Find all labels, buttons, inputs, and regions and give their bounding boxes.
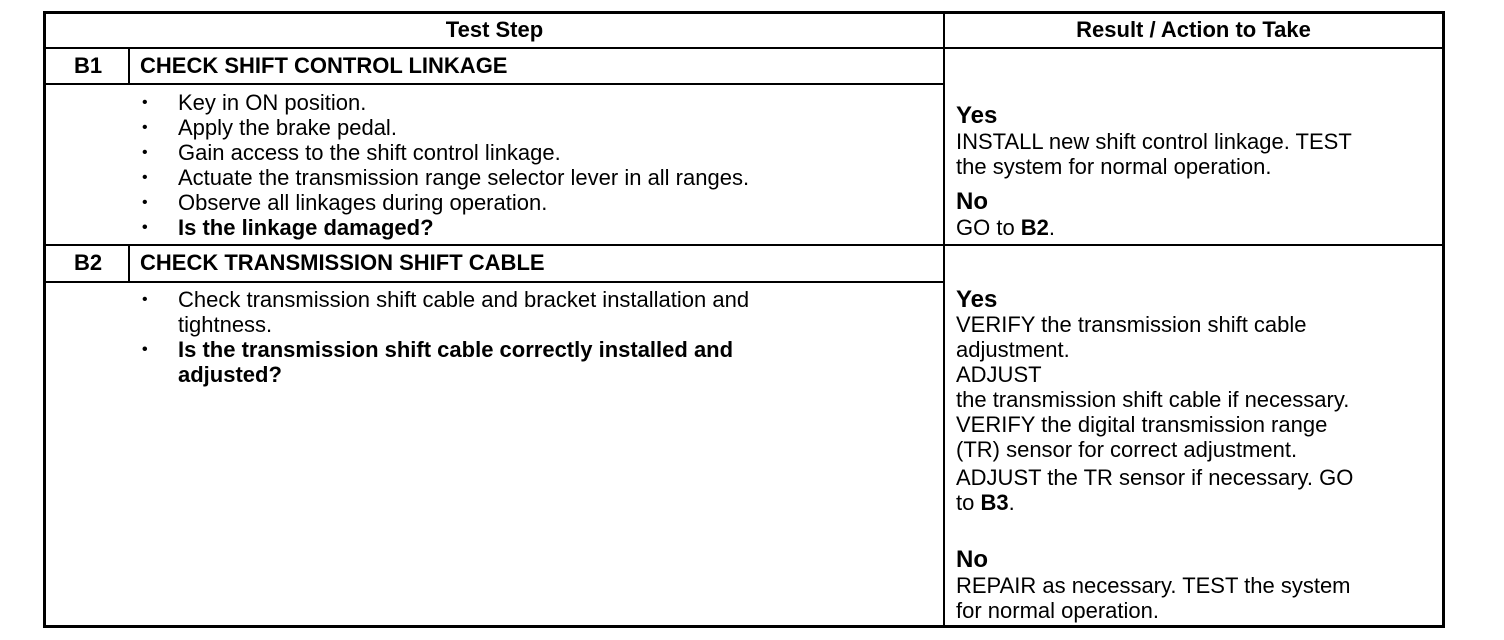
b2-bullet-list	[130, 287, 749, 387]
list-item: • Check transmission shift cable and bracket installation and	[142, 287, 750, 312]
list-item: tightness.	[178, 312, 273, 337]
bullet-icon: •	[142, 194, 148, 211]
b2-yes-action-line-2: adjustment.	[956, 337, 1070, 362]
b2-title-divider	[46, 281, 943, 283]
b1-no-action: GO to B2.	[956, 215, 1056, 240]
column-divider	[943, 14, 945, 625]
b2-yes-label: Yes	[956, 286, 998, 313]
b2-no-action-line-2: for normal operation.	[956, 598, 1159, 623]
bullet-icon: •	[142, 341, 148, 358]
step-title-b1: CHECK SHIFT CONTROL LINKAGE	[140, 53, 508, 78]
b2-yes-action-line-8: to B3.	[956, 490, 1015, 515]
b2-no-label: No	[956, 546, 988, 573]
list-item: adjusted?	[178, 362, 282, 387]
b2-yes-action-line-4: the transmission shift cable if necessary.	[956, 387, 1350, 412]
b1-title-divider	[46, 83, 943, 85]
header-result-action: Result / Action to Take	[1076, 17, 1311, 42]
step-id-b1: B1	[73, 53, 103, 78]
list-item: • Is the linkage damaged?	[142, 215, 434, 240]
b2-yes-action-line-7: ADJUST the TR sensor if necessary. GO	[956, 465, 1354, 490]
list-item: • Apply the brake pedal.	[142, 115, 397, 140]
b2-yes-action-line-3: ADJUST	[956, 362, 1042, 387]
header-test-step: Test Step	[445, 17, 544, 42]
bullet-icon: •	[142, 119, 148, 136]
b1-b2-divider	[46, 244, 1442, 246]
list-item: • Observe all linkages during operation.	[142, 190, 548, 215]
test-step-table	[43, 11, 1445, 628]
b1-yes-action-line-1: INSTALL new shift control linkage. TEST	[956, 129, 1352, 154]
bullet-icon: •	[142, 94, 148, 111]
list-item: • Key in ON position.	[142, 90, 367, 115]
b1-no-label: No	[956, 188, 988, 215]
list-item: • Is the transmission shift cable correctly installed and	[142, 337, 734, 362]
list-item: • Actuate the transmission range selector lever in all ranges.	[142, 165, 750, 190]
list-item: • Gain access to the shift control linkage.	[142, 140, 561, 165]
b2-yes-action-line-5: VERIFY the digital transmission range	[956, 412, 1328, 437]
bullet-icon: •	[142, 144, 148, 161]
b1-bullet-list	[130, 90, 749, 240]
bullet-icon: •	[142, 169, 148, 186]
step-id-b2: B2	[73, 250, 103, 275]
b2-yes-action-line-6: (TR) sensor for correct adjustment.	[956, 437, 1298, 462]
header-divider	[46, 47, 1442, 49]
step-ref: B3	[980, 490, 1009, 515]
step-title-b2: CHECK TRANSMISSION SHIFT CABLE	[140, 250, 545, 275]
bullet-icon: •	[142, 291, 148, 308]
b2-yes-action-line-1: VERIFY the transmission shift cable	[956, 312, 1307, 337]
b1-yes-label: Yes	[956, 102, 998, 129]
bullet-icon: •	[142, 219, 148, 236]
b2-no-action-line-1: REPAIR as necessary. TEST the system	[956, 573, 1351, 598]
b1-yes-action-line-2: the system for normal operation.	[956, 154, 1272, 179]
step-ref: B2	[1020, 215, 1049, 240]
